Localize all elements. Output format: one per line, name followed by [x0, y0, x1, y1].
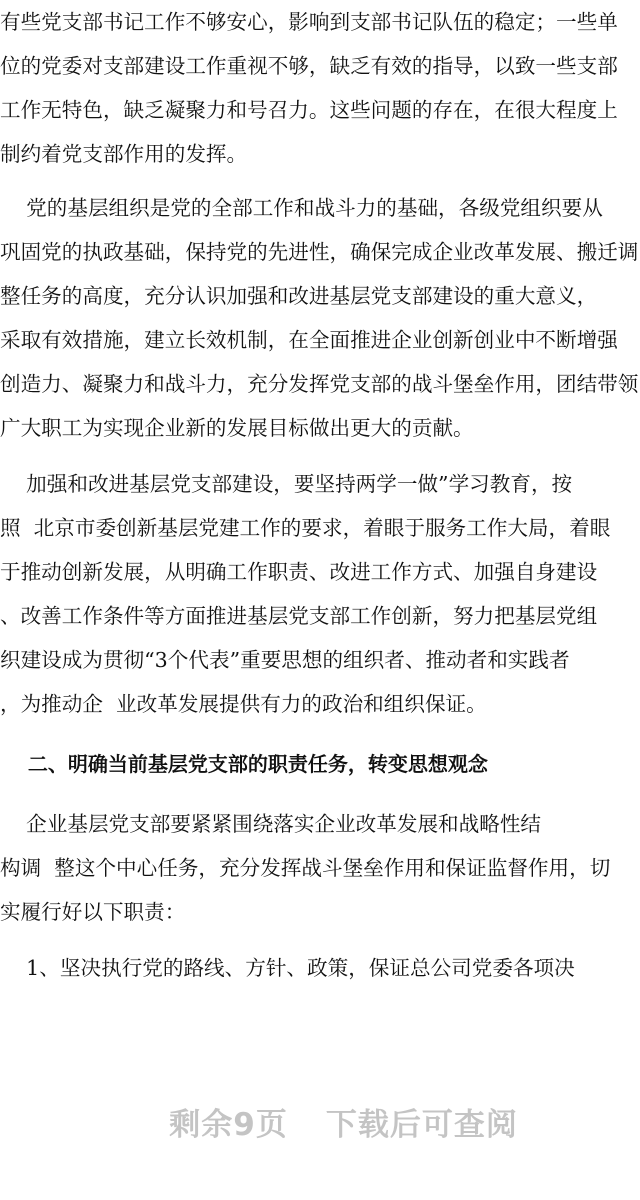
section-heading: 二、明确当前基层党支部的职责任务，转变思想观念 [0, 752, 488, 776]
text-line: 织建设成为贯彻“3个代表”重要思想的组织者、推动者和实践者 [0, 648, 570, 672]
text-line: 创造力、凝聚力和战斗力，充分发挥党支部的战斗堡垒作用，团结带领 [0, 372, 639, 396]
text-line: 构调 整这个中心任务，充分发挥战斗堡垒作用和保证监督作用，切 [0, 856, 611, 880]
text-line: 巩固党的执政基础，保持党的先进性，确保完成企业改革发展、搬迁调 [0, 240, 639, 264]
download-to-view-label: 下载后可查阅 [325, 1107, 518, 1143]
text-line: 实履行好以下职责： [0, 900, 186, 924]
text-line: 有些党支部书记工作不够安心，影响到支部书记队伍的稳定；一些单 [0, 10, 618, 34]
text-line: 工作无特色，缺乏凝聚力和号召力。这些问题的存在，在很大程度上 [0, 98, 618, 122]
remaining-pages-label: 剩余9页 [169, 1107, 288, 1143]
text-line: 党的基层组织是党的全部工作和战斗力的基础，各级党组织要从 [0, 196, 603, 220]
text-line: 于推动创新发展，从明确工作职责、改进工作方式、加强自身建设 [0, 560, 598, 584]
text-line: 企业基层党支部要紧紧围绕落实企业改革发展和战略性结 [0, 812, 542, 836]
text-line: 位的党委对支部建设工作重视不够，缺乏有效的指导，以致一些支部 [0, 54, 618, 78]
text-line: 采取有效措施，建立长效机制，在全面推进企业创新创业中不断增强 [0, 328, 618, 352]
text-line: 制约着党支部作用的发挥。 [0, 142, 248, 166]
download-banner[interactable] [0, 1050, 640, 1143]
text-line: 、改善工作条件等方面推进基层党支部工作创新，努力把基层党组 [0, 604, 598, 628]
text-line: ，为推动企 业改革发展提供有力的政治和组织保证。 [0, 692, 487, 716]
text-line: 加强和改进基层党支部建设，要坚持两学一做”学习教育，按 [0, 472, 573, 496]
text-line: 整任务的高度，充分认识加强和改进基层党支部建设的重大意义， [0, 284, 598, 308]
text-line: 照 北京市委创新基层党建工作的要求，着眼于服务工作大局，着眼 [0, 516, 611, 540]
text-line: 广大职工为实现企业新的发展目标做出更大的贡献。 [0, 416, 474, 440]
text-line: 1、坚决执行党的路线、方针、政策，保证总公司党委各项决 [0, 956, 575, 980]
